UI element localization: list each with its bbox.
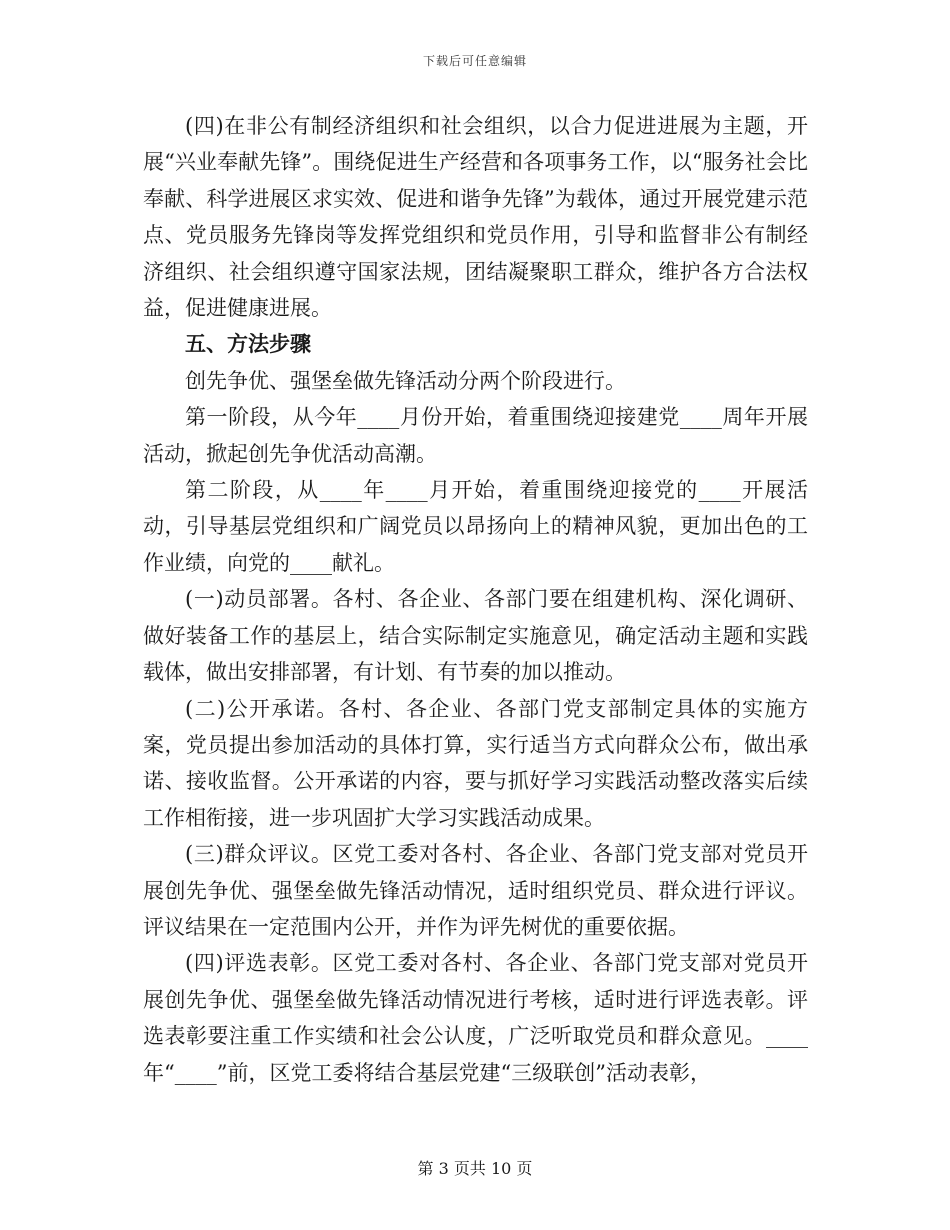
paragraph-public-review: (三)群众评议。区党工委对各村、各企业、各部门党支部对党员开展创先争优、强堡垒做先锋活动情况，适时组织党员、群众进行评议。评议结果在一定范围内公开，并作为评先树优的重要依据。 — [143, 842, 808, 939]
paragraph-two-stages: 创先争优、强堡垒做先锋活动分两个阶段进行。 — [185, 368, 626, 393]
paragraph-public-commitment: (二)公开承诺。各村、各企业、各部门党支部制定具体的实施方案，党员提出参加活动的具体打算，实行适当方式向群众公布，做出承诺、接收监督。公开承诺的内容，要与抓好学习实践活动整改落实后续工作相衔接，进一步巩固扩大学习实践活动成果。 — [143, 696, 808, 830]
paragraph-non-public-organizations: (四)在非公有制经济组织和社会组织，以合力促进进展为主题，开展“兴业奉献先锋”。围绕促进生产经营和各项事务工作，以“服务社会比奉献、科学进展区求实效、促进和谐争先锋”为载体，通过开展党建示范点、党员服务先锋岗等发挥党组织和党员作用，引导和监督非公有制经济组织、社会组织遵守国家法规，团结凝聚职工群众，维护各方合法权益，促进健康进展。 — [143, 114, 808, 321]
section-heading-methods: 五、方法步骤 — [185, 332, 311, 357]
paragraph-stage-two: 第二阶段，从____年____月开始，着重围绕迎接党的____开展活动，引导基层党组织和广阔党员以昂扬向上的精神风貌，更加出色的工作业绩，向党的____献礼。 — [143, 478, 808, 575]
page-footer: 第 3 页共 10 页 — [417, 1159, 533, 1178]
page-header: 下载后可任意编辑 — [422, 54, 527, 68]
paragraph-stage-one: 第一阶段，从今年____月份开始，着重围绕迎接建党____周年开展活动，掀起创先争优活动高潮。 — [143, 405, 808, 466]
paragraph-selection-commendation: (四)评选表彰。区党工委对各村、各企业、各部门党支部对党员开展创先争优、强堡垒做先锋活动情况进行考核，适时进行评选表彰。评选表彰要注重工作实绩和社会公认度，广泛听取党员和群众意见。____年“____”前，区党工委将结合基层党建“三级联创”活动表彰， — [143, 951, 808, 1085]
paragraph-mobilization: (一)动员部署。各村、各企业、各部门要在组建机构、深化调研、做好装备工作的基层上，结合实际制定实施意见，确定活动主题和实践载体，做出安排部署，有计划、有节奏的加以推动。 — [143, 587, 808, 685]
document-body — [143, 108, 808, 1091]
